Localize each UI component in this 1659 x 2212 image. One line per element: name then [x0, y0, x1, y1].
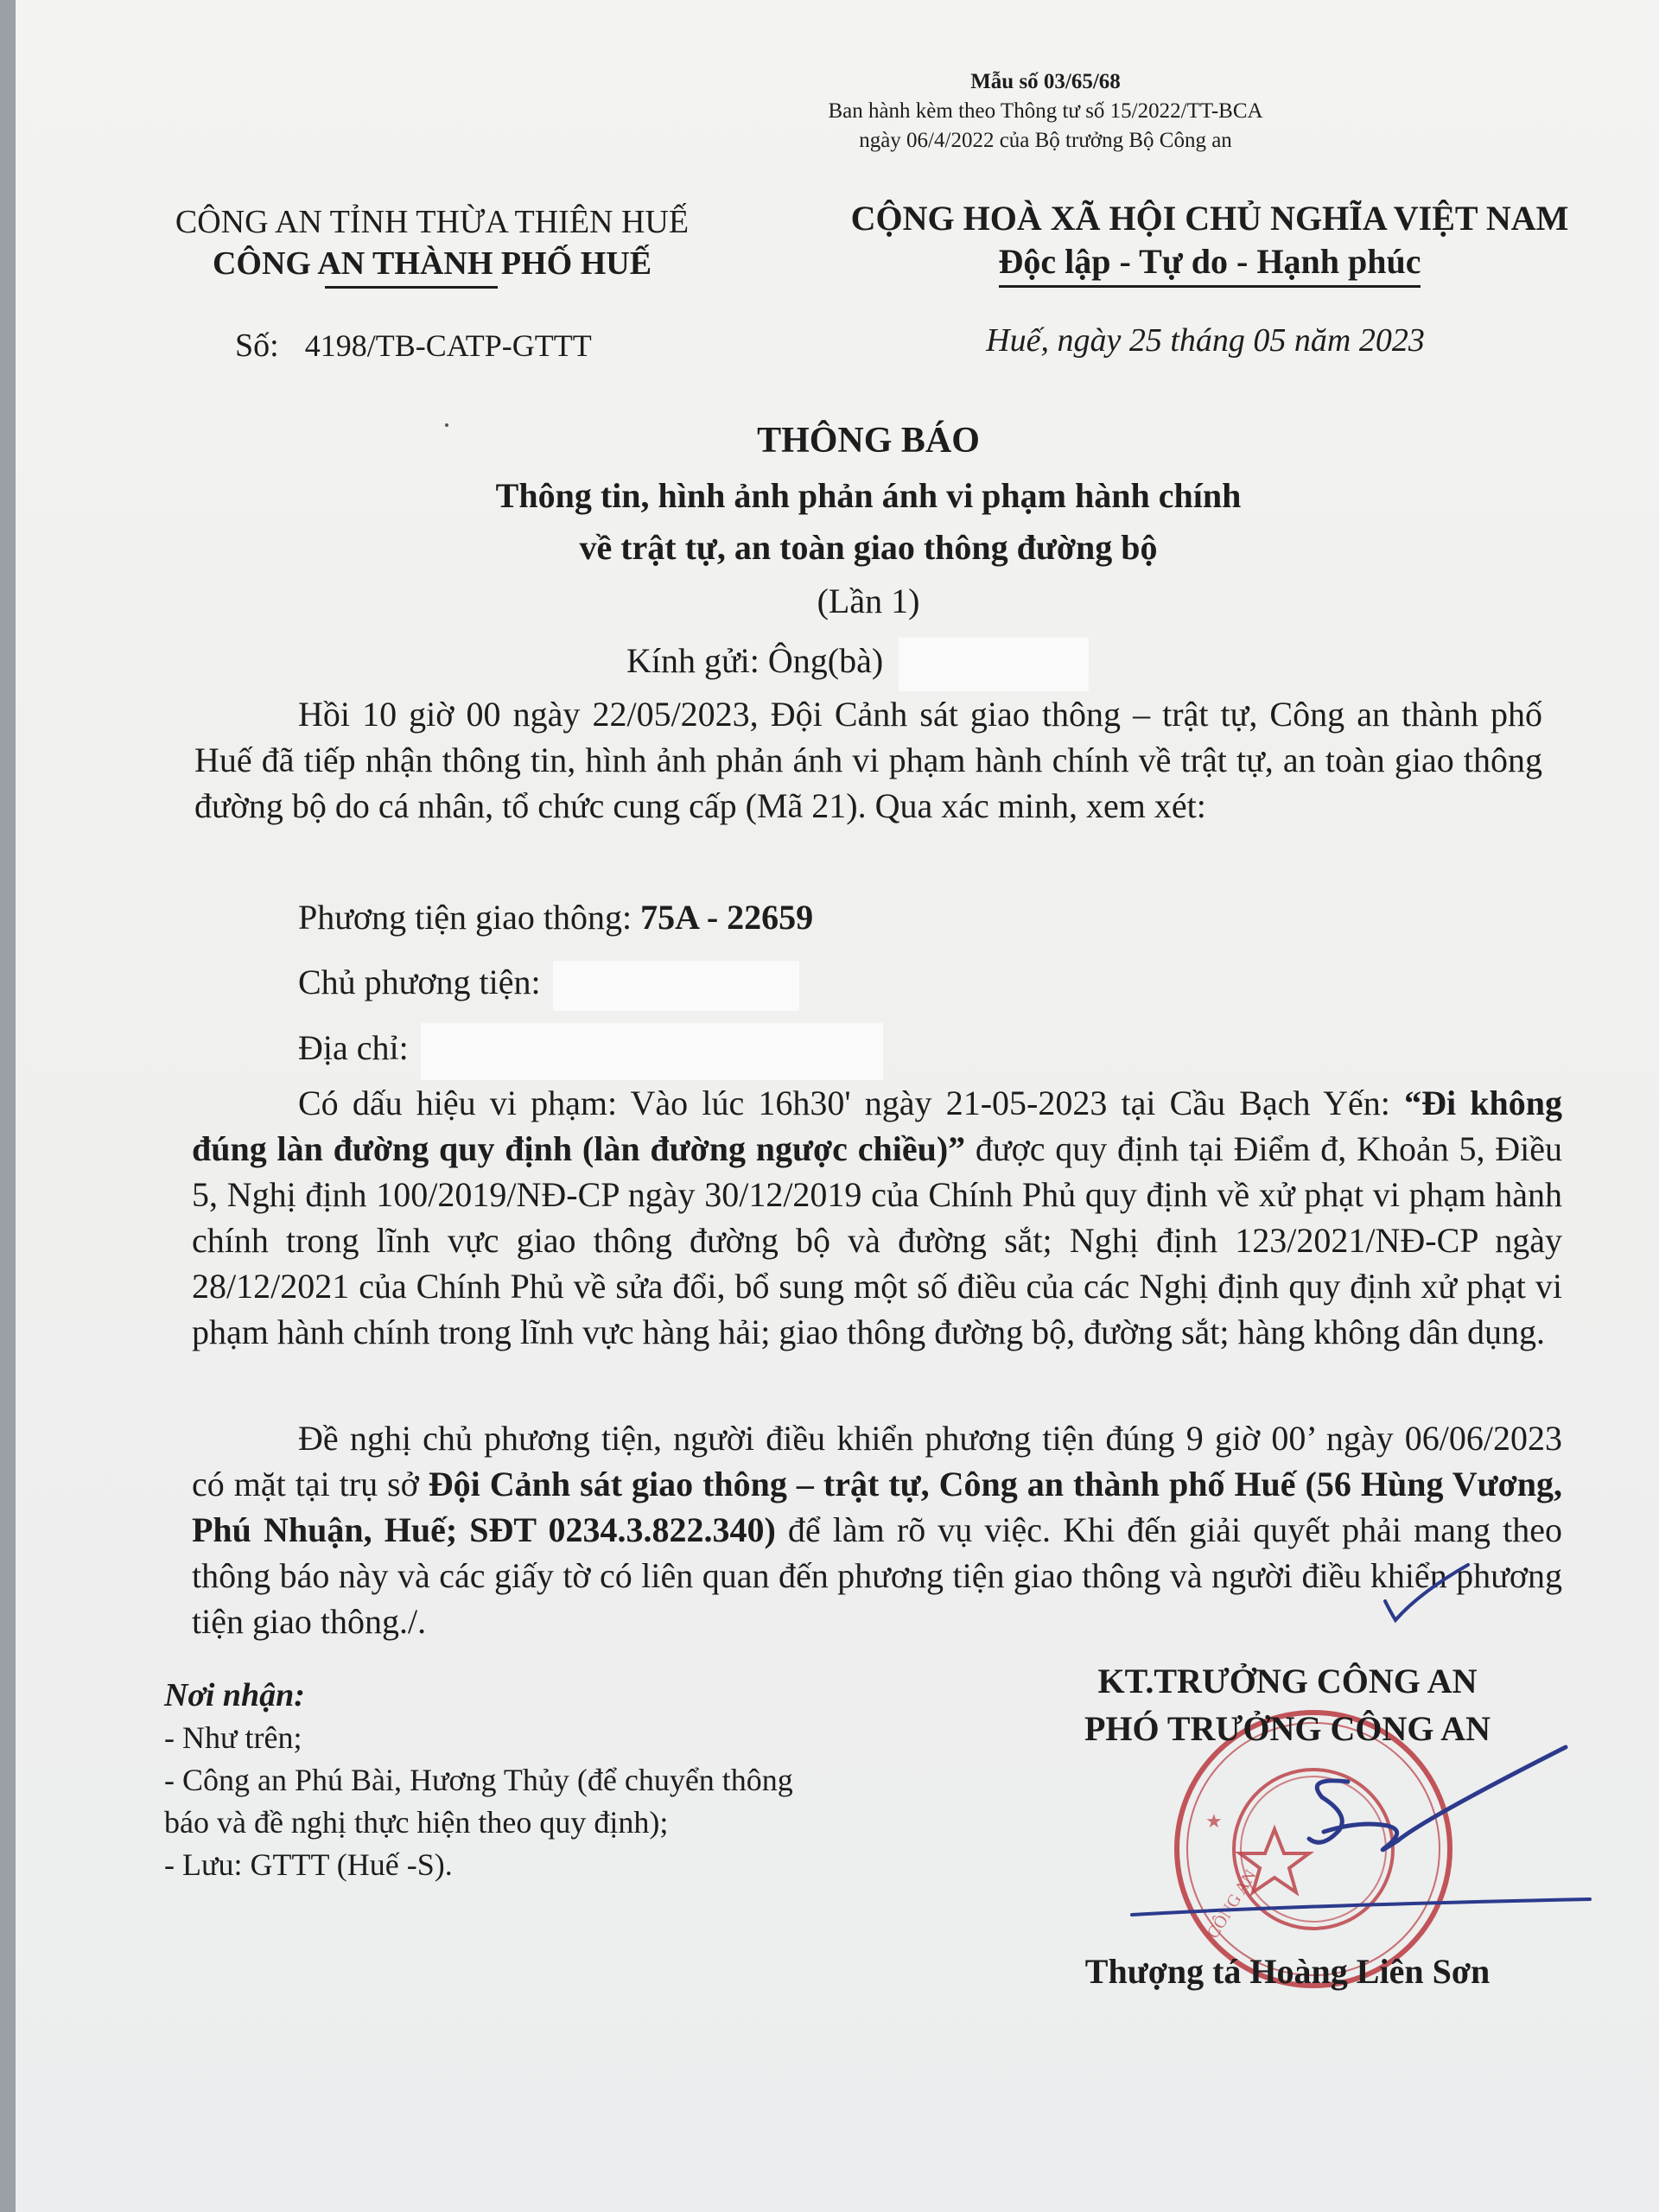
form-issued-line2: ngày 06/4/2022 của Bộ trưởng Bộ Công an	[859, 129, 1232, 152]
signer-name: Thượng tá Hoàng Liên Sơn	[1084, 1952, 1491, 1991]
recipients-item: báo và đề nghị thực hiện theo quy định);	[164, 1805, 669, 1840]
summons-office: Đội Cảnh sát giao thông – trật tự, Công an thành phố Huế (56 Hùng Vương, Phú Nhuận, Huế; SĐT 0234.3.822.340)	[192, 1465, 1562, 1549]
owner-line	[298, 961, 799, 1011]
authority-underline	[325, 286, 498, 289]
violation-intro: Có dấu hiệu vi phạm: Vào lúc 16h30' ngày 21-05-2023 tại Cầu Bạch Yến:	[298, 1084, 1390, 1122]
recipients-title: Nơi nhận:	[164, 1677, 305, 1713]
title-sub1: Thông tin, hình ảnh phản ánh vi phạm hành chính	[495, 476, 1242, 515]
form-code-block	[743, 67, 1348, 156]
address-label: Địa chỉ:	[298, 1028, 409, 1068]
national-motto: Độc lập - Tự do - Hạnh phúc	[999, 240, 1421, 288]
recipients-list	[164, 1675, 942, 1886]
attempt-number: (Lần 1)	[817, 582, 920, 620]
document-number-label: Số:	[235, 327, 279, 364]
svg-text:CÔNG AN: CÔNG AN	[1203, 1866, 1261, 1942]
paragraph-summons	[192, 1415, 1562, 1644]
national-heading	[778, 197, 1642, 288]
summons-text2: để làm rõ vụ việc. Khi đến giải quyết phải mang theo thông báo này và các giấy tờ có liên quan đến phương tiện giao thông và người điều khiển phương tiện giao thông./.	[192, 1510, 1562, 1641]
title-main: THÔNG BÁO	[757, 421, 980, 461]
title-sub2: về trật tự, an toàn giao thông đường bộ	[579, 528, 1158, 567]
place-date: Huế, ngày 25 tháng 05 năm 2023	[986, 322, 1425, 359]
svg-text:★: ★	[1205, 1810, 1223, 1832]
document-title	[363, 415, 1374, 574]
paragraph-violation	[192, 1080, 1562, 1355]
recipients-item: - Công an Phú Bài, Hương Thủy (để chuyển thông	[164, 1763, 793, 1797]
authority-line2: CÔNG AN THÀNH PHỐ HUẾ	[212, 245, 652, 282]
check-mark-icon	[1378, 1560, 1473, 1629]
paragraph-intake: Hồi 10 giờ 00 ngày 22/05/2023, Đội Cảnh sát giao thông – trật tự, Công an thành phố Huế đã tiếp nhận thông tin, hình ảnh phản ánh vi phạm hành chính về trật tự, an toàn giao thông đường bộ do cá nhân, tổ chức cung cấp (Mã 21). Qua xác minh, xem xét:	[194, 695, 1542, 825]
issuing-authority	[121, 201, 743, 289]
violation-description: “Đi không đúng làn đường quy định (làn đường ngược chiều)”	[192, 1084, 1563, 1168]
owner-label: Chủ phương tiện:	[298, 963, 541, 1002]
signature-title1: KT.TRƯỞNG CÔNG AN	[1097, 1662, 1478, 1700]
handwritten-signature-icon	[1123, 1728, 1607, 1953]
document-number	[235, 327, 592, 365]
vehicle-line	[298, 897, 813, 938]
form-issued-line1: Ban hành kèm theo Thông tư số 15/2022/TT-BCA	[828, 99, 1263, 123]
recipient-redaction	[899, 638, 1089, 691]
document-number-code: 4198/TB-CATP-GTTT	[304, 328, 592, 363]
violation-legal-basis: được quy định tại Điểm đ, Khoản 5, Điều 5, Nghị định 100/2019/NĐ-CP ngày 30/12/2019 của Chính Phủ quy định về xử phạt vi phạm hành chính trong lĩnh vực giao thông đường bộ và đường sắt; Nghị định 123/2021/NĐ-CP ngày 28/12/2021 của Chính Phủ về sửa đổi, bổ sung một số điều của các Nghị định quy định xử phạt vi phạm hành chính trong lĩnh vực hàng hải; giao thông đường bộ, đường sắt; hàng không dân dụng.	[192, 1129, 1562, 1351]
recipients-item: - Như trên;	[164, 1720, 302, 1755]
address-redaction	[421, 1023, 883, 1080]
summons-text1: Đề nghị chủ phương tiện, người điều khiển phương tiện đúng 9 giờ 00’ ngày 06/06/2023 có mặt tại trụ sở	[192, 1419, 1562, 1503]
address-line	[298, 1023, 883, 1080]
form-number: Mẫu số 03/65/68	[970, 70, 1121, 93]
recipients-item: - Lưu: GTTT (Huế -S).	[164, 1847, 453, 1882]
signature-title2: PHÓ TRƯỞNG CÔNG AN	[1084, 1709, 1491, 1748]
recipient-line	[626, 638, 1089, 691]
authority-line1: CÔNG AN TỈNH THỪA THIÊN HUẾ	[175, 204, 690, 240]
owner-redaction	[553, 961, 799, 1011]
vehicle-plate: 75A - 22659	[640, 898, 814, 937]
vehicle-label: Phương tiện giao thông:	[298, 898, 632, 937]
recipient-label: Kính gửi: Ông(bà)	[626, 641, 884, 681]
national-title: CỘNG HOÀ XÃ HỘI CHỦ NGHĨA VIỆT NAM	[850, 199, 1569, 238]
